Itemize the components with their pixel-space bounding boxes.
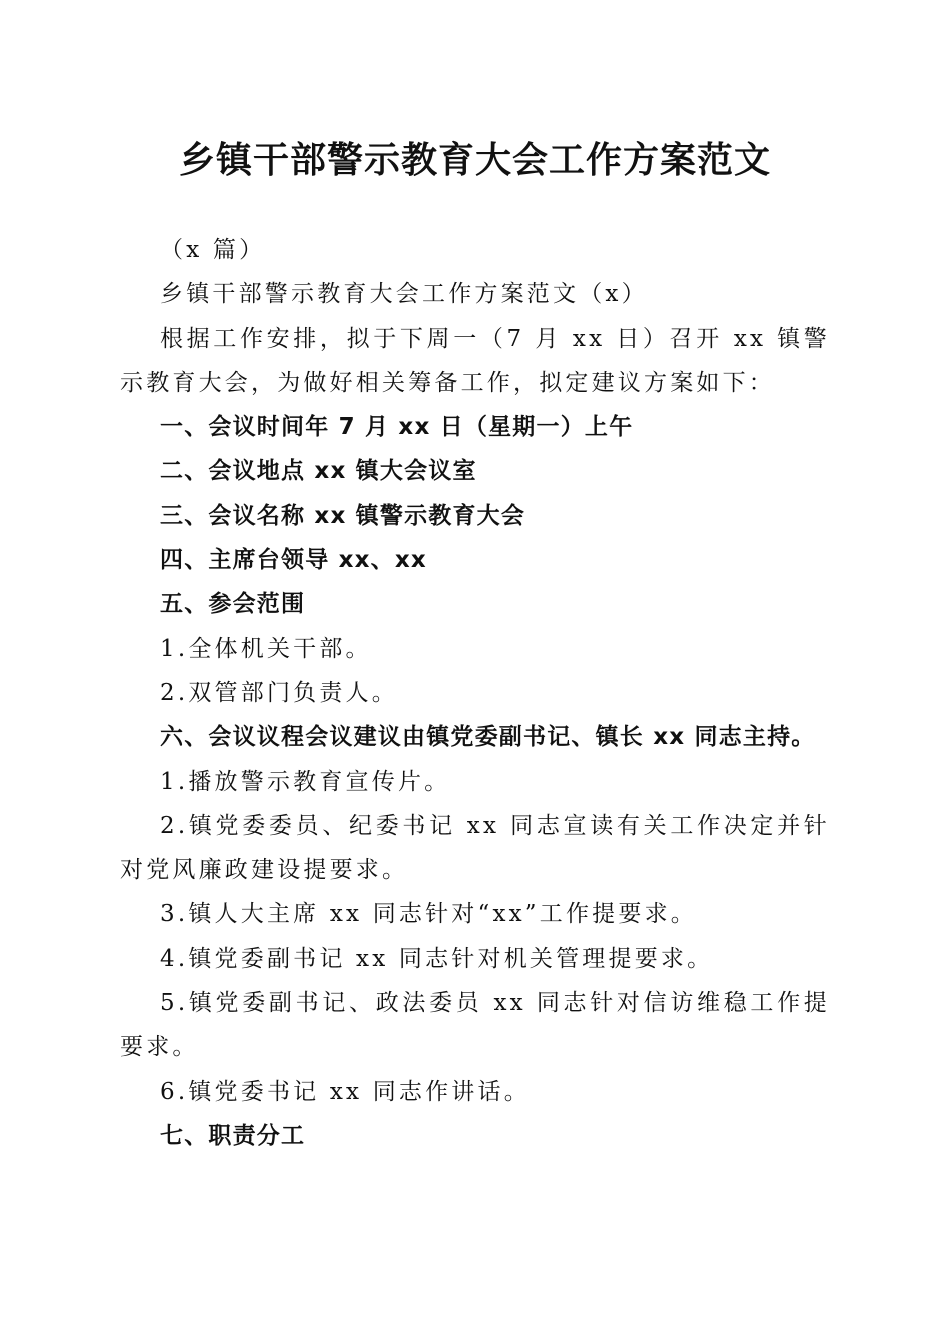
- list-item: 1.播放警示教育宣传片。: [160, 768, 451, 795]
- document-title: 乡镇干部警示教育大会工作方案范文: [178, 139, 771, 181]
- document-body: [120, 228, 830, 1158]
- list-item: 2.镇党委委员、纪委书记 xx 同志宣读有关工作决定并针对党风廉政建设提要求。: [120, 812, 830, 884]
- list-item: 5.镇党委副书记、政法委员 xx 同志针对信访维稳工作提要求。: [120, 990, 830, 1061]
- list-item: 4.镇党委副书记 xx 同志针对机关管理提要求。: [160, 945, 714, 972]
- heading-meeting-location: 二、会议地点 xx 镇大会议室: [160, 458, 477, 485]
- heading-responsibilities: 七、职责分工: [160, 1122, 306, 1149]
- heading-meeting-name: 三、会议名称 xx 镇警示教育大会: [160, 502, 526, 529]
- paragraph-intro: 根据工作安排，拟于下周一（7 月 xx 日）召开 xx 镇警示教育大会，为做好相关筹备工作，拟定建议方案如下：: [120, 325, 830, 396]
- paragraph-subtitle: 乡镇干部警示教育大会工作方案范文（x）: [160, 281, 648, 308]
- list-item: 1.全体机关干部。: [160, 635, 372, 662]
- heading-agenda: 六、会议议程会议建议由镇党委副书记、镇长 xx 同志主持。: [160, 724, 816, 751]
- list-item: 3.镇人大主席 xx 同志针对“xx”工作提要求。: [160, 901, 697, 928]
- paragraph-section-count: （x 篇）: [160, 237, 266, 263]
- heading-podium-leaders: 四、主席台领导 xx、xx: [160, 547, 427, 574]
- list-item: 6.镇党委书记 xx 同志作讲话。: [160, 1078, 530, 1105]
- list-item: 2.双管部门负责人。: [160, 679, 398, 706]
- heading-meeting-time: 一、会议时间年 7 月 xx 日（星期一）上午: [160, 414, 634, 441]
- heading-attendees: 五、参会范围: [160, 591, 306, 618]
